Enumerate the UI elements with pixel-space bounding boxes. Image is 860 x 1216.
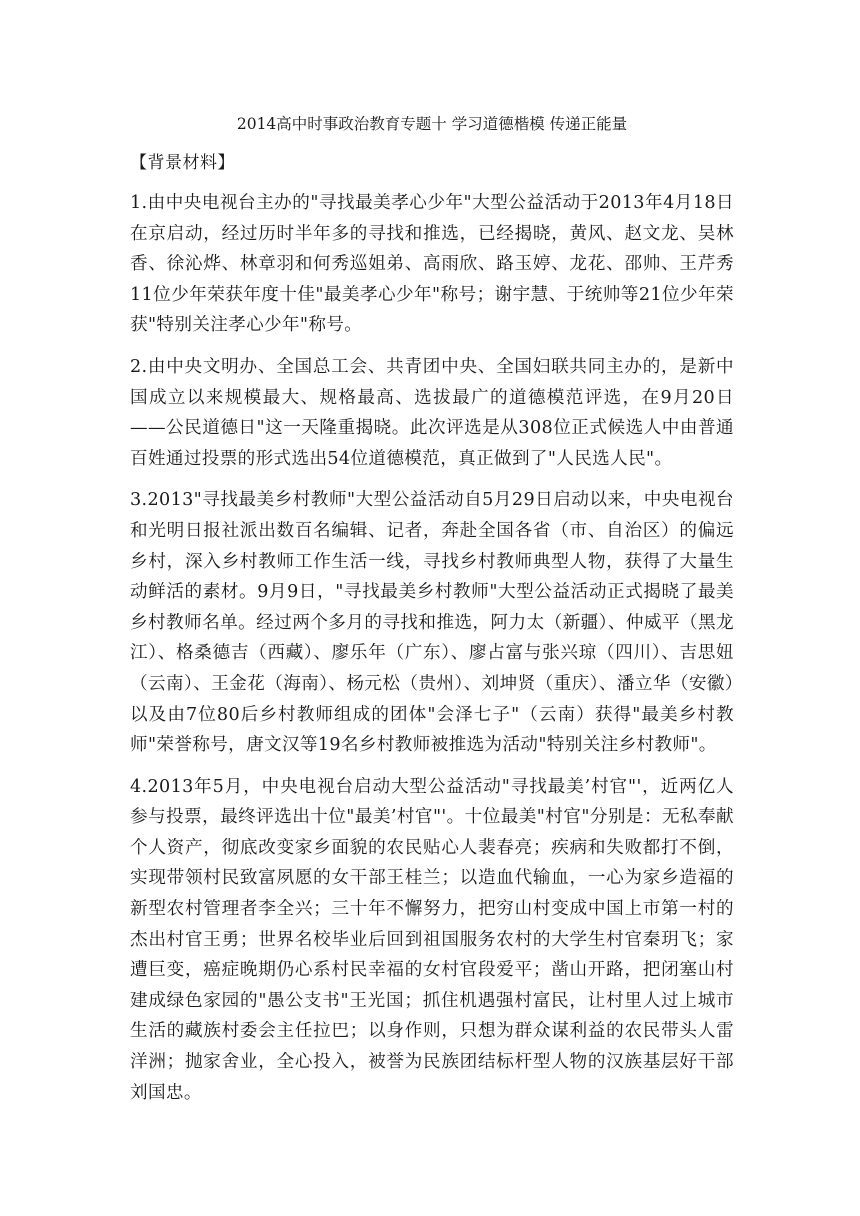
paragraph-1: 1.由中央电视台主办的"寻找最美孝心少年"大型公益活动于2013年4月18日在京启动，经过历时半年多的寻找和推选，已经揭晓，黄风、赵文龙、吴林香、徐沁烨、林章羽和何秀巡姐弟、高雨欣、路玉婷、龙花、邵帅、王芹秀11位少年荣获年度十佳"最美孝心少年"称号；谢宇慧、于统帅等21位少年荣获"特别关注孝心少年"称号。 — [130, 193, 734, 336]
paragraph-2: 2.由中央文明办、全国总工会、共青团中央、全国妇联共同主办的，是新中国成立以来规模最大、规格最高、选拔最广的道德模范评选，在9月20日——公民道德日"这一天隆重揭晓。此次评选是从308位正式候选人中由普通百姓通过投票的形式选出54位道德模范，真正做到了"人民选人民"。 — [130, 356, 734, 469]
document-title: 2014高中时事政治教育专题十 学习道德楷模 传递正能量 — [236, 115, 628, 133]
paragraph-3: 3.2013"寻找最美乡村教师"大型公益活动自5月29日启动以来，中央电视台和光明日报社派出数百名编辑、记者，奔赴全国各省（市、自治区）的偏远乡村，深入乡村教师工作生活一线，寻找乡村教师典型人物，获得了大量生动鲜活的素材。9月9日，"寻找最美乡村教师"大型公益活动正式揭晓了最美乡村教师名单。经过两个多月的寻找和推选，阿力太（新疆）、仲威平（黑龙江）、格桑德吉（西藏）、廖乐年（广东）、廖占富与张兴琼（四川）、吉思妞（云南）、王金花（海南）、杨元松（贵州）、刘坤贤（重庆）、潘立华（安徽）以及由7位80后乡村教师组成的团体"会泽七子"（云南）获得"最美乡村教师"荣誉称号，唐文汉等19名乡村教师被推选为活动"特别关注乡村教师"。 — [130, 490, 734, 756]
paragraph-4: 4.2013年5月，中央电视台启动大型公益活动"寻找最美’村官"'，近两亿人参与投票，最终评选出十位"最美’村官"'。十位最美"村官"分别是：无私奉献个人资产，彻底改变家乡面貌的农民贴心人裴春亮；疾病和失败都打不倒，实现带领村民致富夙愿的女干部王桂兰；以造血代输血，一心为家乡造福的新型农村管理者李全兴；三十年不懈努力，把穷山村变成中国上市第一村的杰出村官王勇；世界名校毕业后回到祖国服务农村的大学生村官秦玥飞；家遭巨变，癌症晚期仍心系村民幸福的女村官段爱平；凿山开路，把闭塞山村建成绿色家园的"愚公支书"王光国；抓住机遇强村富民，让村里人过上城市生活的藏族村委会主任拉巴；以身作则，只想为群众谋利益的农民带头人雷洋洲；抛家舍业，全心投入，被誉为民族团结标杆型人物的汉族基层好干部刘国忠。 — [130, 776, 734, 1103]
section-label-background-material: 【背景材料】 — [130, 153, 235, 173]
